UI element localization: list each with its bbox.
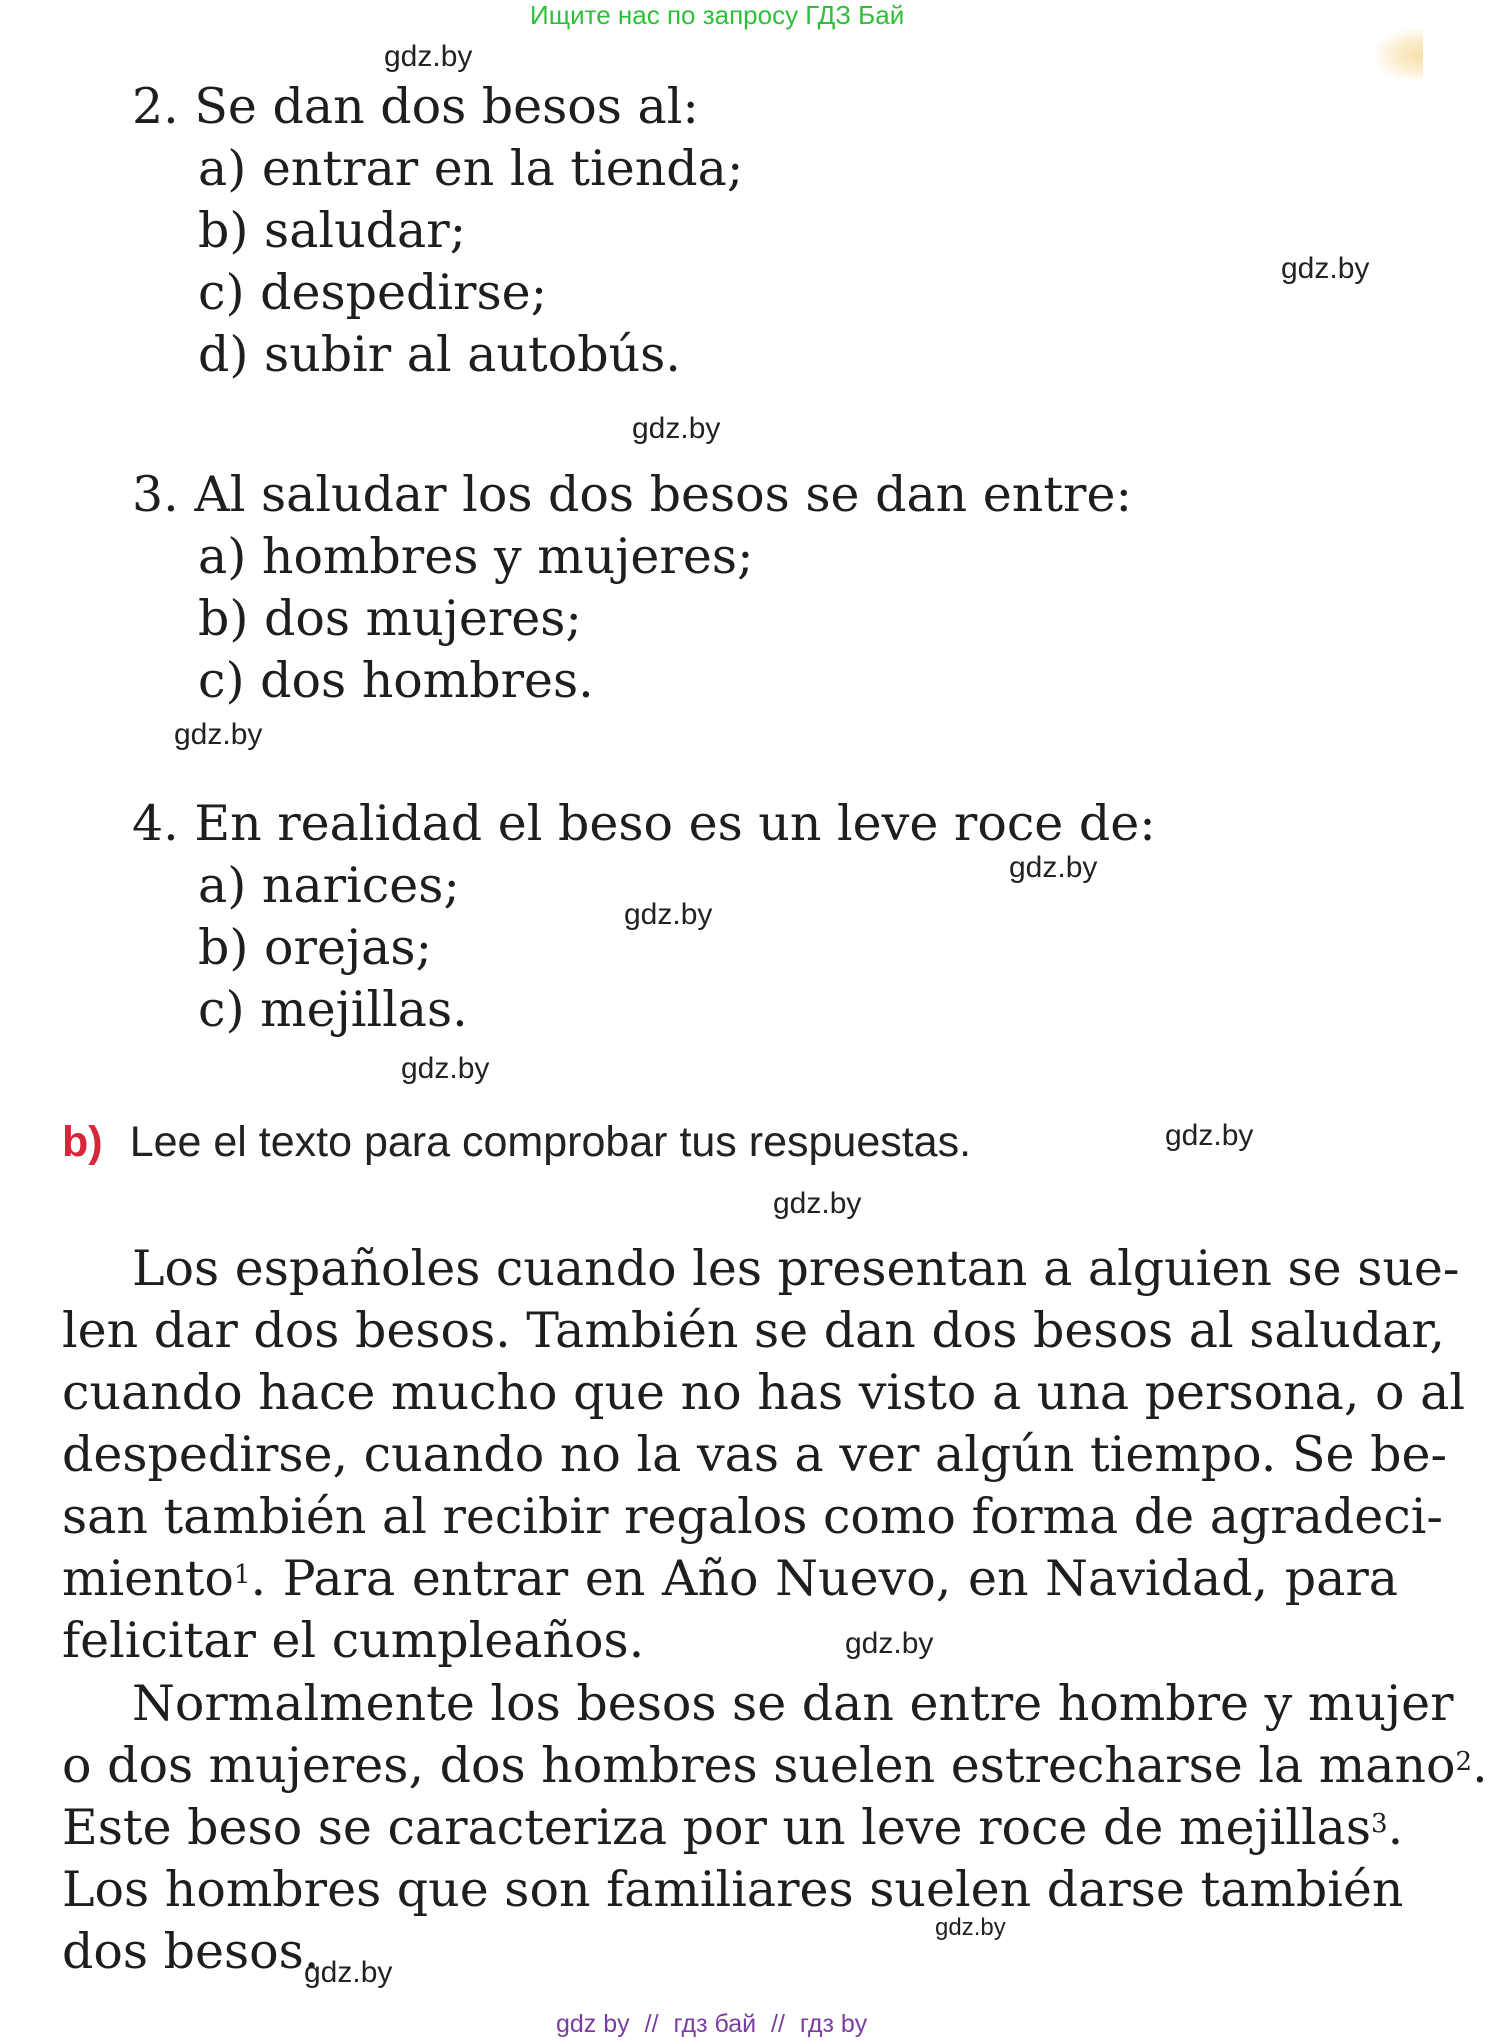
option-4a: a) narices; [198,857,460,914]
footer-link[interactable]: гдз by [799,2010,868,2038]
text-fragment: Este beso se caracteriza por un leve roce de mejillas [62,1799,1372,1856]
option-3a: a) hombres y mujeres; [198,528,754,585]
watermark: gdz.by [401,1052,490,1085]
option-2d: d) subir al autobús. [198,326,681,383]
option-2c: c) despedirse; [198,264,548,321]
question-3 [132,464,1132,526]
text-line [62,1548,1398,1610]
watermark: gdz.by [1281,252,1370,285]
footnote-mark: 2 [1455,1747,1473,1777]
text-fragment: . Para entrar en Año Nuevo, en Navidad, para [250,1550,1398,1607]
question-number: 2. [132,78,179,135]
footer-link[interactable]: гдз бай [673,2010,757,2038]
option-3c: c) dos hombres. [198,652,594,709]
watermark: gdz.by [624,898,713,931]
text-line: san también al recibir regalos como forma de agradeci- [62,1488,1443,1545]
option-4c: c) mejillas. [198,981,468,1038]
task-b-label: b) [62,1118,103,1166]
page-edge-highlight [1377,30,1423,80]
text-fragment: . [1387,1799,1404,1856]
option-2a: a) entrar en la tienda; [198,140,744,197]
text-line: felicitar el cumpleaños. [62,1612,645,1669]
footer-separator: // [771,2010,785,2038]
text-line: Normalmente los besos se dan entre hombre y mujer [132,1675,1454,1732]
question-stem: En realidad el beso es un leve roce de: [194,795,1156,852]
footnote-mark: 1 [233,1560,251,1590]
watermark: gdz.by [174,718,263,751]
text-line: Los hombres que son familiares suelen darse también [62,1861,1404,1918]
watermark: gdz.by [935,1914,1006,1941]
task-b-instruction: Lee el texto para comprobar tus respuestas. [129,1118,972,1166]
watermark: gdz.by [773,1187,862,1220]
text-line [62,1735,1488,1797]
question-stem: Se dan dos besos al: [194,78,699,135]
text-fragment: miento [62,1550,234,1607]
footnote-mark: 3 [1371,1809,1388,1839]
option-4b: b) orejas; [198,919,433,976]
question-number: 3. [132,466,179,523]
question-4 [132,793,1156,855]
question-stem: Al saludar los dos besos se dan entre: [194,466,1132,523]
question-number: 4. [132,795,179,852]
option-2b: b) saludar; [198,202,467,259]
option-3b: b) dos mujeres; [198,590,582,647]
text-line: len dar dos besos. También se dan dos besos al saludar, [62,1302,1446,1359]
watermark: gdz.by [384,40,473,73]
watermark: gdz.by [1009,851,1098,884]
search-hint-link[interactable]: Ищите нас по запросу ГДЗ Бай [530,0,905,30]
task-b [62,1118,971,1167]
text-fragment: . [1472,1737,1488,1794]
text-line: dos besos. [62,1923,320,1980]
footer-links [556,2010,867,2039]
footer-separator: // [644,2010,659,2038]
text-line: despedirse, cuando no la vas a ver algún tiempo. Se be- [62,1426,1448,1483]
watermark: gdz.by [845,1627,934,1660]
text-line [62,1797,1404,1859]
question-2 [132,76,699,138]
text-line: cuando hace mucho que no has visto a una persona, o al [62,1364,1466,1421]
watermark: gdz.by [632,412,721,445]
watermark: gdz.by [304,1956,393,1989]
watermark: gdz.by [1165,1119,1254,1152]
text-line: Los españoles cuando les presentan a alguien se sue- [132,1240,1460,1297]
footer-link[interactable]: gdz by [556,2010,630,2038]
text-fragment: o dos mujeres, dos hombres suelen estrecharse la mano [62,1737,1456,1794]
